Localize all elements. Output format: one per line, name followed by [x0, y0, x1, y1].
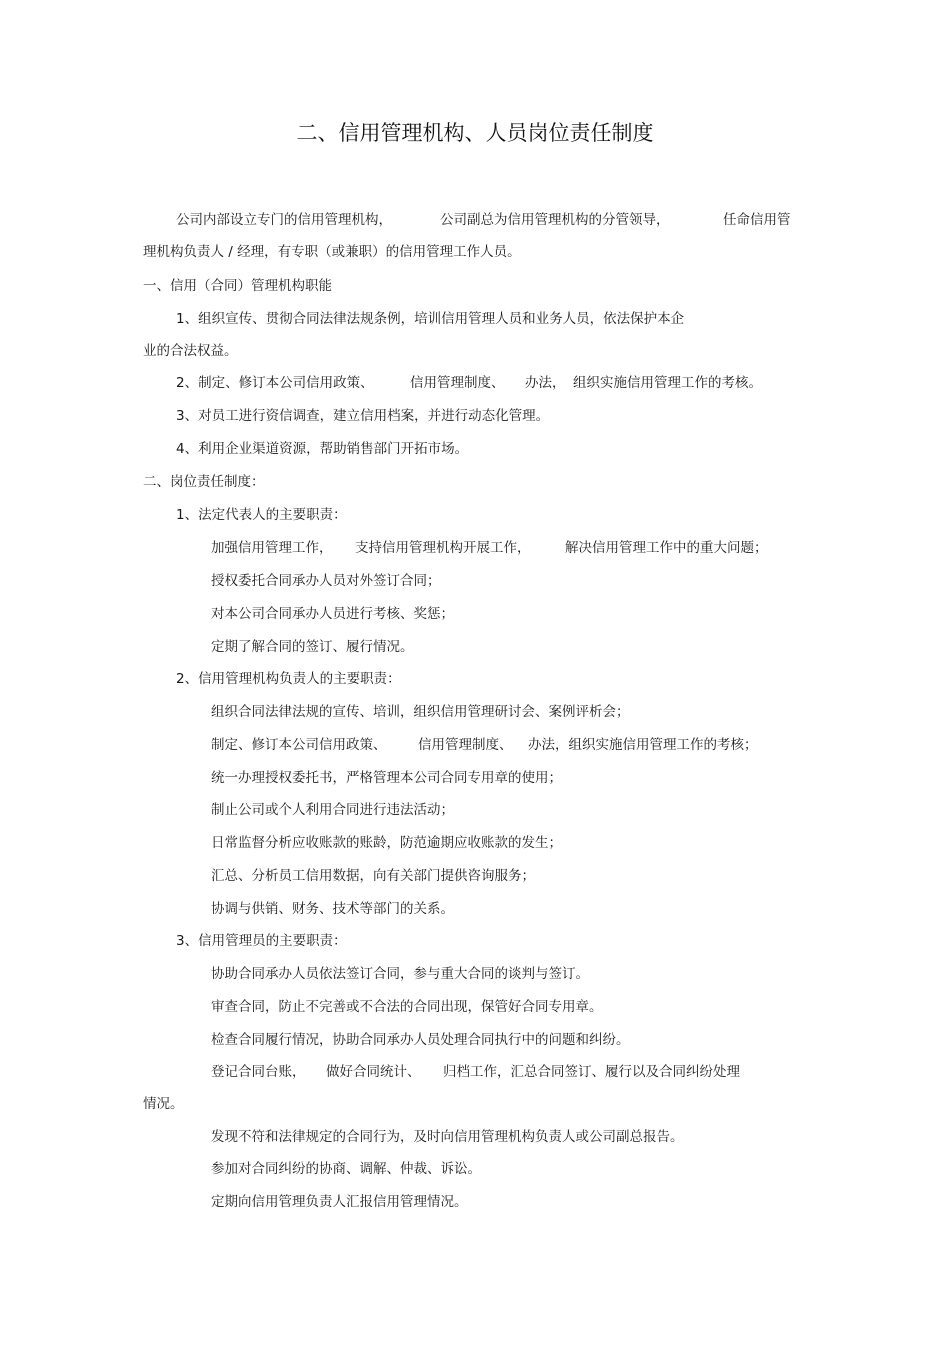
role2-heading: 2、信用管理机构负责人的主要职责： [176, 671, 401, 687]
section1-item1-line2: 业的合法权益。 [143, 343, 238, 359]
section1-item2-seg3: 办法， [525, 375, 566, 391]
intro-line-1b [440, 210, 670, 230]
intro-line-2: 理机构负责人 / 经理，有专职（或兼职）的信用管理工作人员。 [143, 244, 521, 260]
role3-duty3: 检查合同履行情况，协助合同承办人员处理合同执行中的问题和纠纷。 [211, 1032, 630, 1048]
intro-segment-1: 公司内部设立专门的信用管理机构， [176, 212, 392, 228]
role3-duty4-seg2: 做好合同统计、 [326, 1064, 421, 1080]
section2-heading: 二、岗位责任制度： [143, 474, 265, 490]
section1-item2-seg1: 2、制定、修订本公司信用政策、 [176, 375, 374, 391]
intro-line-1 [176, 210, 392, 230]
role1-heading: 1、法定代表人的主要职责： [176, 507, 347, 523]
role2-duty2-seg2: 信用管理制度、 [418, 737, 513, 753]
role1-duty3: 对本公司合同承办人员进行考核、奖惩； [211, 606, 454, 622]
role3-duty4-seg1: 登记合同台账， [211, 1064, 306, 1080]
role2-duty6: 汇总、分析员工信用数据，向有关部门提供咨询服务； [211, 868, 535, 884]
role2-duty1: 组织合同法律法规的宣传、培训，组织信用管理研讨会、案例评析会； [211, 704, 630, 720]
role1-duty1-seg1: 加强信用管理工作， [211, 540, 333, 556]
role1-duty1-seg3: 解决信用管理工作中的重大问题； [565, 540, 768, 556]
section1-item3: 3、对员工进行资信调查，建立信用档案，并进行动态化管理。 [176, 408, 550, 424]
intro-segment-3: 任命信用管 [723, 212, 791, 228]
role2-duty2-seg3: 办法，组织实施信用管理工作的考核； [528, 737, 758, 753]
section1-item2-seg4: 组织实施信用管理工作的考核。 [573, 375, 762, 391]
role2-duty4: 制止公司或个人利用合同进行违法活动； [211, 802, 454, 818]
role1-duty2: 授权委托合同承办人员对外签订合同； [211, 573, 441, 589]
role3-duty4-seg3: 归档工作，汇总合同签订、履行以及合同纠纷处理 [443, 1064, 740, 1080]
role3-duty2: 审查合同，防止不完善或不合法的合同出现，保管好合同专用章。 [211, 999, 603, 1015]
role3-duty4-line2: 情况。 [143, 1096, 184, 1112]
section1-heading: 一、信用（合同）管理机构职能 [143, 278, 332, 294]
document-title: 二、信用管理机构、人员岗位责任制度 [296, 121, 654, 145]
role1-duty1-seg2: 支持信用管理机构开展工作， [355, 540, 531, 556]
role2-duty5: 日常监督分析应收账款的账龄，防范逾期应收账款的发生； [211, 835, 562, 851]
role2-duty7: 协调与供销、财务、技术等部门的关系。 [211, 901, 454, 917]
role3-heading: 3、信用管理员的主要职责： [176, 933, 347, 949]
role2-duty2-seg1: 制定、修订本公司信用政策、 [211, 737, 387, 753]
intro-line-1c [723, 210, 791, 230]
role3-duty5: 发现不符和法律规定的合同行为，及时向信用管理机构负责人或公司副总报告。 [211, 1129, 684, 1145]
section1-item1-line1: 1、组织宣传、贯彻合同法律法规条例，培训信用管理人员和业务人员，依法保护本企 [176, 311, 685, 327]
section1-item2-seg2: 信用管理制度、 [410, 375, 505, 391]
role3-duty1: 协助合同承办人员依法签订合同，参与重大合同的谈判与签订。 [211, 966, 589, 982]
role3-duty7: 定期向信用管理负责人汇报信用管理情况。 [211, 1194, 468, 1210]
section1-item4: 4、利用企业渠道资源，帮助销售部门开拓市场。 [176, 441, 469, 457]
role2-duty3: 统一办理授权委托书，严格管理本公司合同专用章的使用； [211, 770, 562, 786]
role3-duty6: 参加对合同纠纷的协商、调解、仲裁、诉讼。 [211, 1161, 481, 1177]
role1-duty4: 定期了解合同的签订、履行情况。 [211, 639, 414, 655]
intro-segment-2: 公司副总为信用管理机构的分管领导， [440, 212, 670, 228]
